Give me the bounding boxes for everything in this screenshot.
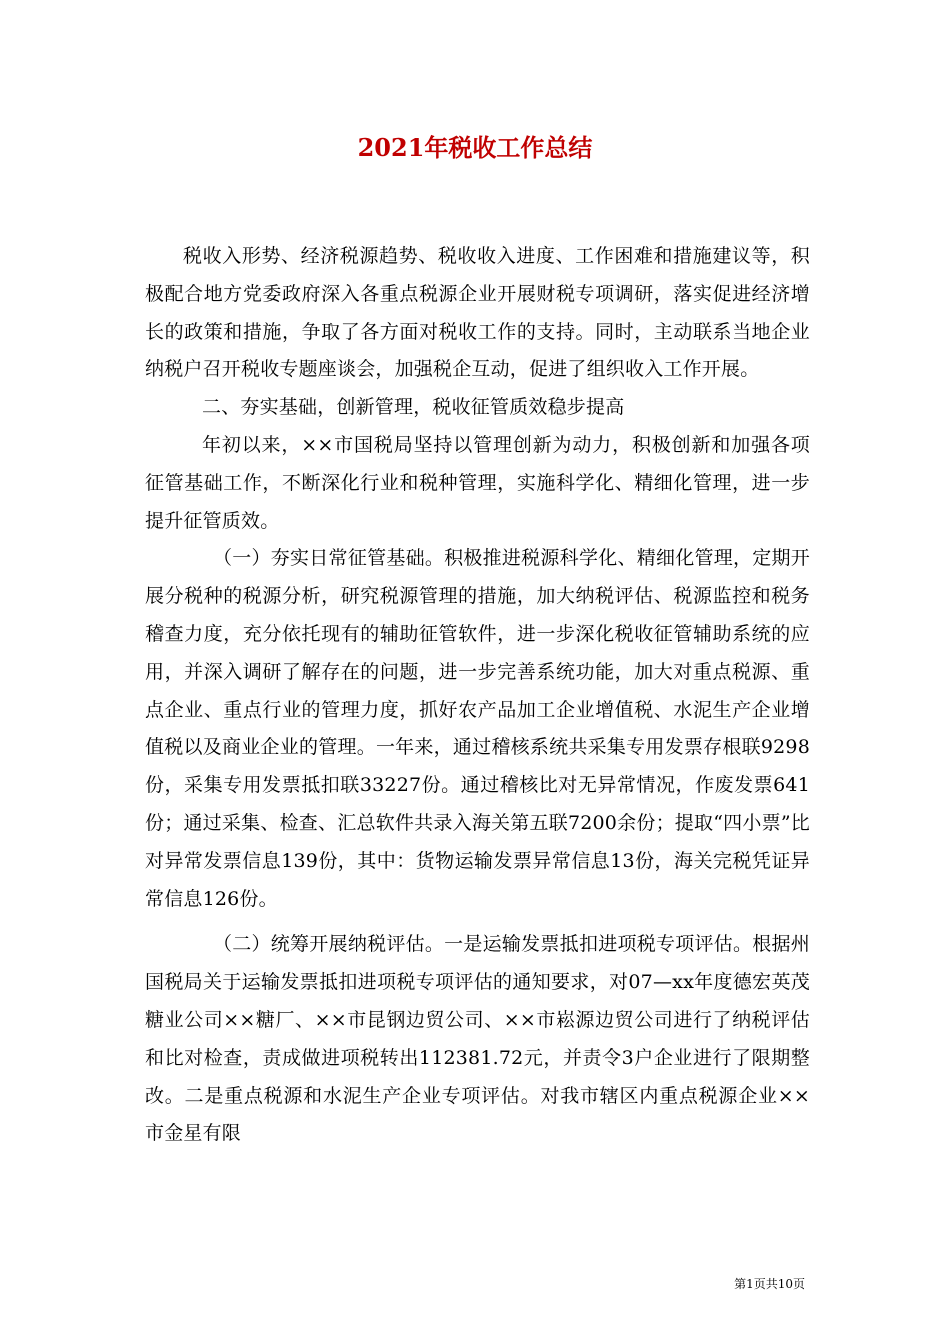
section-heading-2: 二、夯实基础，创新管理，税收征管质效稳步提高 <box>202 396 625 419</box>
paragraph-4: （二）统筹开展纳税评估。一是运输发票抵扣进项税专项评估。根据州国税局关于运输发票抵扣进项税专项评估的通知要求，对07—xx年度德宏英茂糖业公司××糖厂、××市昆钢边贸公司、××市崧源边贸公司进行了纳税评估和比对检查，责成做进项税转出112381.72元，并责令3户企业进行了限期整改。二是重点税源和水泥生产企业专项评估。对我市辖区内重点税源企业××市金星有限 <box>145 933 810 1145</box>
document-body <box>145 238 810 1153</box>
document-title: 2021年税收工作总结 <box>357 133 593 162</box>
paragraph-2: 年初以来，××市国税局坚持以管理创新为动力，积极创新和加强各项征管基础工作，不断深化行业和税种管理，实施科学化、精细化管理，进一步提升征管质效。 <box>145 433 810 532</box>
paragraph-1: 税收入形势、经济税源趋势、税收收入进度、工作困难和措施建议等，积极配合地方党委政府深入各重点税源企业开展财税专项调研，落实促进经济增长的政策和措施，争取了各方面对税收工作的支持。同时，主动联系当地企业纳税户召开税收专题座谈会，加强税企互动，促进了组织收入工作开展。 <box>145 245 810 381</box>
paragraph-3: （一）夯实日常征管基础。积极推进税源科学化、精细化管理，定期开展分税种的税源分析，研究税源管理的措施，加大纳税评估、税源监控和税务稽查力度，充分依托现有的辅助征管软件，进一步深化税收征管辅助系统的应用，并深入调研了解存在的问题，进一步完善系统功能，加大对重点税源、重点企业、重点行业的管理力度，抓好农产品加工企业增值税、水泥生产企业增值税以及商业企业的管理。一年来，通过稽核系统共采集专用发票存根联9298份，采集专用发票抵扣联33227份。通过稽核比对无异常情况，作废发票641份；通过采集、检查、汇总软件共录入海关第五联7200余份；提取“四小票”比对异常发票信息139份，其中：货物运输发票异常信息13份，海关完税凭证异常信息126份。 <box>145 547 810 910</box>
page-number-footer: 第1页共10页 <box>734 1277 805 1291</box>
